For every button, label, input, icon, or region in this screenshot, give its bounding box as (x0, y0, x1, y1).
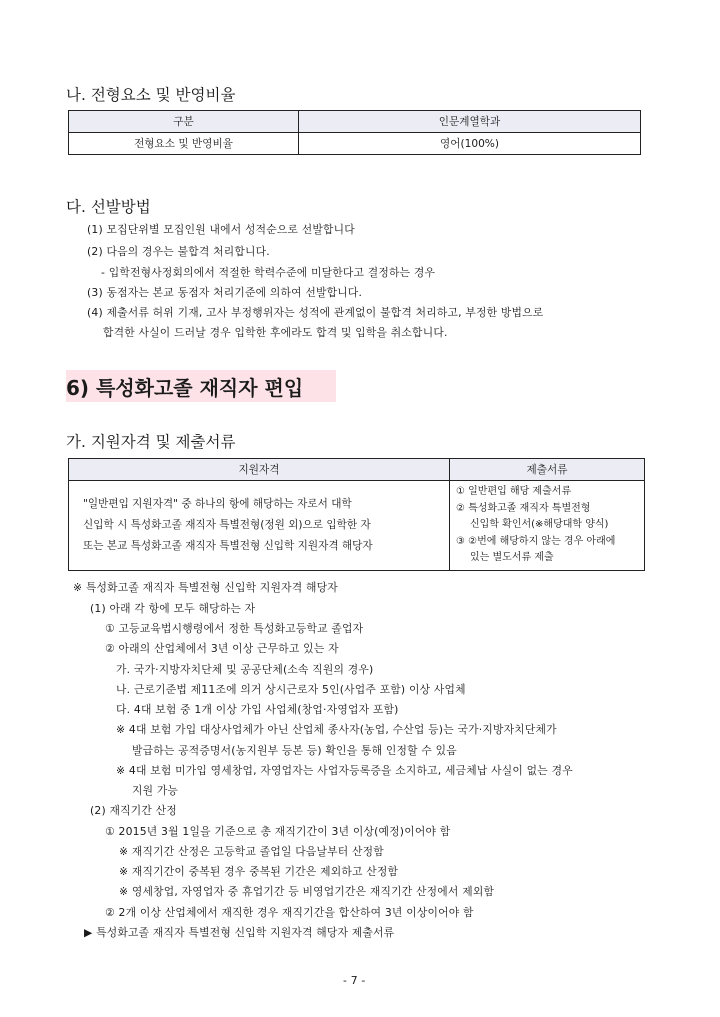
table-header-humanities: 인문계열학과 (299, 111, 641, 133)
note-line: 가. 국가·지방자치단체 및 공공단체(소속 직원의 경우) (116, 663, 374, 676)
note-line: ※ 4대 보험 미가입 영세창업, 자영업자는 사업자등록증을 소지하고, 세금체납 사실이 없는 경우 (116, 764, 573, 777)
section-heading-na: 나. 전형요소 및 반영비율 (66, 86, 236, 104)
table-cell-english: 영어(100%) (299, 133, 641, 155)
note-line: ② 아래의 산업체에서 3년 이상 근무하고 있는 자 (105, 642, 339, 655)
selection-line: - 입학전형사정회의에서 적절한 학력수준에 미달한다고 결정하는 경우 (101, 266, 436, 279)
selection-line: (4) 제출서류 허위 기재, 고사 부정행위자는 성적에 관계없이 불합격 처리하고, 부정한 방법으로 (87, 306, 544, 319)
table-header-documents: 제출서류 (450, 459, 645, 481)
note-line: 발급하는 공적증명서(농지원부 등본 등) 확인을 통해 인정할 수 있음 (132, 744, 457, 757)
section-6-title: 6) 특성화고졸 재직자 편입 (66, 376, 304, 400)
selection-ratio-table (68, 110, 641, 155)
section-6-highlight (66, 370, 336, 402)
document-line: ③ ②번에 해당하지 않는 경우 아래에 (456, 535, 616, 547)
eligibility-line: 또는 본교 특성화고졸 재직자 특별전형 신입학 지원자격 해당자 (83, 540, 373, 552)
eligibility-line: 신입학 시 특성화고졸 재직자 특별전형(정원 외)으로 입학한 자 (83, 519, 371, 531)
note-line: 다. 4대 보험 중 1개 이상 가입 사업체(창업·자영업자 포함) (116, 703, 399, 716)
table-cell-element: 전형요소 및 반영비율 (69, 133, 299, 155)
eligibility-line: "일반편입 지원자격" 중 하나의 항에 해당하는 자로서 대학 (83, 498, 352, 510)
note-line: 지원 가능 (132, 784, 179, 797)
selection-line: (2) 다음의 경우는 불합격 처리합니다. (87, 245, 270, 258)
note-line: 나. 근로기준법 제11조에 의거 상시근로자 5인(사업주 포함) 이상 사업체 (116, 683, 466, 696)
note-line: ※ 4대 보험 가입 대상사업체가 아닌 산업체 종사자(농업, 수산업 등)는 국가·지방자치단체가 (116, 723, 557, 736)
note-line: (2) 재직기간 산정 (90, 804, 177, 817)
section-heading-da: 다. 선발방법 (66, 198, 151, 216)
eligibility-table (68, 458, 645, 571)
selection-line: 합격한 사실이 드러날 경우 입학한 후에라도 합격 및 입학을 취소합니다. (103, 326, 448, 339)
note-line: ① 고등교육법시행령에서 정한 특성화고등학교 졸업자 (105, 622, 364, 635)
document-line: ① 일반편입 해당 제출서류 (456, 486, 572, 498)
note-line: ※ 재직기간 산정은 고등학교 졸업일 다음날부터 산정함 (119, 845, 384, 858)
document-line: ② 특성화고졸 재직자 특별전형 (456, 502, 591, 514)
section-heading-ga: 가. 지원자격 및 제출서류 (66, 433, 236, 451)
note-line: (1) 아래 각 항에 모두 해당하는 자 (90, 602, 256, 615)
documents-cell (450, 481, 645, 571)
notes-title: ※ 특성화고졸 재직자 특별전형 신입학 지원자격 해당자 (73, 581, 338, 594)
document-line: 있는 별도서류 제출 (470, 552, 554, 564)
note-line: ※ 영세창업, 자영업자 중 휴업기간 등 비영업기간은 재직기간 산정에서 제외함 (119, 885, 495, 898)
selection-line: (3) 동점자는 본교 동점자 처리기준에 의하여 선발합니다. (87, 286, 363, 299)
page-number: - 7 - (343, 974, 366, 987)
selection-line: (1) 모집단위별 모집인원 내에서 성적순으로 선발합니다 (87, 223, 355, 236)
note-line: ② 2개 이상 산업체에서 재직한 경우 재직기간을 합산하여 3년 이상이어야 함 (105, 906, 474, 919)
table-header-eligibility: 지원자격 (69, 459, 450, 481)
table-header-category: 구분 (69, 111, 299, 133)
eligibility-cell (69, 481, 450, 571)
document-line: 신입학 확인서(※해당대학 양식) (470, 519, 609, 531)
note-line-final: ▶ 특성화고졸 재직자 특별전형 신입학 지원자격 해당자 제출서류 (84, 926, 395, 939)
note-line: ※ 재직기간이 중복된 경우 중복된 기간은 제외하고 산정함 (119, 865, 399, 878)
note-line: ① 2015년 3월 1일을 기준으로 총 재직기간이 3년 이상(예정)이어야 함 (105, 825, 451, 838)
